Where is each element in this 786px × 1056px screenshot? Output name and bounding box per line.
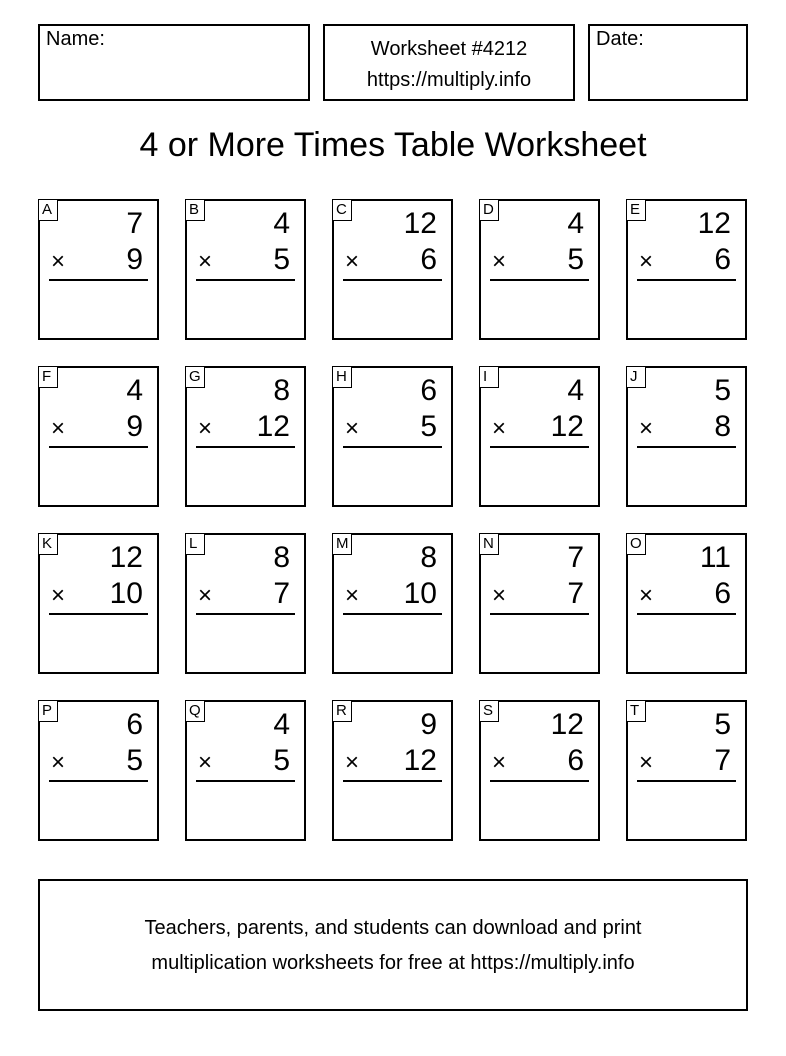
times-sign: × <box>198 582 213 609</box>
problem-letter: D <box>479 199 499 221</box>
times-sign: × <box>639 415 654 442</box>
multiplicand: 12 <box>109 541 143 574</box>
times-sign: × <box>492 248 507 275</box>
multiplicand: 7 <box>567 541 584 574</box>
problem-card[interactable] <box>185 700 306 841</box>
problem-letter: F <box>38 366 58 388</box>
problem-card[interactable] <box>332 700 453 841</box>
answer-line <box>343 446 442 448</box>
answer-line <box>343 780 442 782</box>
problem-card[interactable] <box>38 199 159 340</box>
multiplicand: 5 <box>714 708 731 741</box>
problem-letter: M <box>332 533 352 555</box>
answer-line <box>490 780 589 782</box>
problem-letter: A <box>38 199 58 221</box>
date-label: Date: <box>596 28 644 50</box>
multiplier: 7 <box>714 744 731 777</box>
multiplier: 5 <box>273 744 290 777</box>
problem-letter: C <box>332 199 352 221</box>
times-sign: × <box>345 582 360 609</box>
name-label: Name: <box>46 28 105 50</box>
problem-card[interactable] <box>38 366 159 507</box>
footer-box <box>38 879 748 1011</box>
answer-line <box>196 279 295 281</box>
multiplier: 6 <box>567 744 584 777</box>
problem-letter: R <box>332 700 352 722</box>
multiplicand: 8 <box>420 541 437 574</box>
problem-letter: T <box>626 700 646 722</box>
problem-card[interactable] <box>479 366 600 507</box>
answer-line <box>343 279 442 281</box>
problem-letter: Q <box>185 700 205 722</box>
times-sign: × <box>198 415 213 442</box>
answer-line <box>637 780 736 782</box>
problem-letter: B <box>185 199 205 221</box>
problem-letter: P <box>38 700 58 722</box>
problem-card[interactable] <box>626 199 747 340</box>
multiplier: 5 <box>126 744 143 777</box>
times-sign: × <box>639 248 654 275</box>
multiplicand: 4 <box>126 374 143 407</box>
date-field-box[interactable] <box>588 24 748 101</box>
times-sign: × <box>345 749 360 776</box>
multiplicand: 11 <box>699 541 731 574</box>
problem-card[interactable] <box>479 199 600 340</box>
problem-letter: S <box>479 700 499 722</box>
problem-card[interactable] <box>38 533 159 674</box>
multiplier: 8 <box>714 410 731 443</box>
times-sign: × <box>639 749 654 776</box>
answer-line <box>196 613 295 615</box>
answer-line <box>490 613 589 615</box>
multiplicand: 8 <box>273 374 290 407</box>
times-sign: × <box>198 248 213 275</box>
answer-line <box>637 613 736 615</box>
multiplier: 9 <box>126 410 143 443</box>
times-sign: × <box>345 415 360 442</box>
answer-line <box>49 613 148 615</box>
multiplier: 6 <box>420 243 437 276</box>
answer-line <box>343 613 442 615</box>
problem-card[interactable] <box>479 700 600 841</box>
problem-letter: I <box>479 366 499 388</box>
problem-card[interactable] <box>332 366 453 507</box>
multiplier: 7 <box>567 577 584 610</box>
problem-card[interactable] <box>626 533 747 674</box>
times-sign: × <box>492 749 507 776</box>
answer-line <box>49 780 148 782</box>
problem-letter: O <box>626 533 646 555</box>
footer-line-1: Teachers, parents, and students can download and print <box>144 917 642 939</box>
problem-letter: G <box>185 366 205 388</box>
problem-letter: H <box>332 366 352 388</box>
times-sign: × <box>639 582 654 609</box>
problem-letter: K <box>38 533 58 555</box>
multiplicand: 4 <box>567 207 584 240</box>
times-sign: × <box>198 749 213 776</box>
problem-letter: E <box>626 199 646 221</box>
multiplicand: 9 <box>420 708 437 741</box>
multiplicand: 6 <box>126 708 143 741</box>
times-sign: × <box>51 415 66 442</box>
multiplier: 5 <box>420 410 437 443</box>
problem-card[interactable] <box>38 700 159 841</box>
problem-card[interactable] <box>479 533 600 674</box>
answer-line <box>196 446 295 448</box>
multiplicand: 7 <box>126 207 143 240</box>
problem-card[interactable] <box>185 199 306 340</box>
answer-line <box>490 446 589 448</box>
problem-letter: N <box>479 533 499 555</box>
multiplier: 10 <box>109 577 143 610</box>
multiplicand: 4 <box>273 708 290 741</box>
problem-card[interactable] <box>185 533 306 674</box>
problem-card[interactable] <box>185 366 306 507</box>
multiplicand: 4 <box>567 374 584 407</box>
multiplier: 12 <box>256 410 290 443</box>
worksheet-number: Worksheet #4212 <box>370 38 528 60</box>
problem-card[interactable] <box>332 533 453 674</box>
multiplicand: 4 <box>273 207 290 240</box>
answer-line <box>637 446 736 448</box>
multiplier: 6 <box>714 243 731 276</box>
times-sign: × <box>492 415 507 442</box>
multiplicand: 12 <box>697 207 731 240</box>
multiplicand: 12 <box>550 708 584 741</box>
times-sign: × <box>345 248 360 275</box>
multiplier: 9 <box>126 243 143 276</box>
footer-line-2: multiplication worksheets for free at https://multiply.info <box>151 952 635 974</box>
times-sign: × <box>492 582 507 609</box>
multiplier: 12 <box>550 410 584 443</box>
multiplier: 5 <box>567 243 584 276</box>
problem-card[interactable] <box>332 199 453 340</box>
multiplicand: 5 <box>714 374 731 407</box>
multiplicand: 12 <box>403 207 437 240</box>
problem-letter: J <box>626 366 646 388</box>
multiplier: 7 <box>273 577 290 610</box>
times-sign: × <box>51 749 66 776</box>
answer-line <box>637 279 736 281</box>
multiplicand: 8 <box>273 541 290 574</box>
answer-line <box>490 279 589 281</box>
multiplier: 6 <box>714 577 731 610</box>
multiplicand: 6 <box>420 374 437 407</box>
name-field-box[interactable] <box>38 24 310 101</box>
worksheet-info-box <box>323 24 575 101</box>
problem-card[interactable] <box>626 366 747 507</box>
multiplier: 12 <box>403 744 437 777</box>
answer-line <box>49 279 148 281</box>
answer-line <box>49 446 148 448</box>
page-title: 4 or More Times Table Worksheet <box>139 126 647 164</box>
problem-letter: L <box>185 533 205 555</box>
answer-line <box>196 780 295 782</box>
times-sign: × <box>51 582 66 609</box>
problem-card[interactable] <box>626 700 747 841</box>
multiplier: 5 <box>273 243 290 276</box>
worksheet-url: https://multiply.info <box>366 69 532 91</box>
multiplier: 10 <box>403 577 437 610</box>
times-sign: × <box>51 248 66 275</box>
